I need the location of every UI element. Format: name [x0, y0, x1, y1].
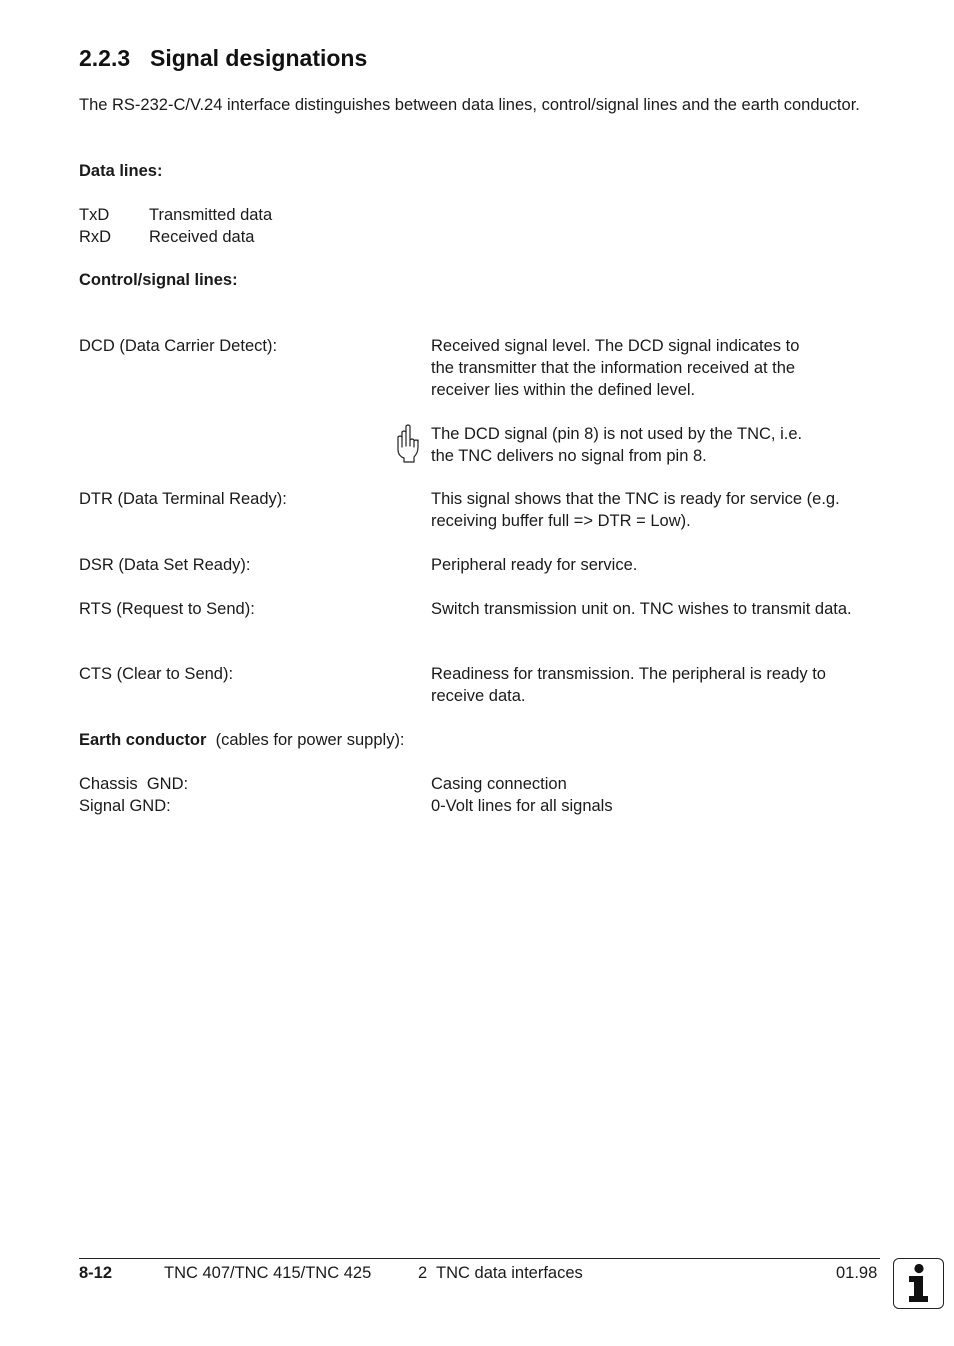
signal-term: CTS (Clear to Send): — [79, 665, 234, 683]
footer-model: TNC 407/TNC 415/TNC 425 — [164, 1264, 372, 1282]
signal-term: RTS (Request to Send): — [79, 600, 255, 618]
signal-abbr: TxD — [79, 206, 110, 224]
data-lines-heading: Data lines: — [79, 162, 163, 180]
note-text: The DCD signal (pin 8) is not used by the TNC, i.e. the TNC delivers no signal from pin 8. — [431, 425, 803, 465]
earth-heading-label: Earth conductor — [79, 731, 207, 749]
signal-abbr: RxD — [79, 228, 112, 246]
intro-paragraph: The RS-232-C/V.24 interface distinguishes between data lines, control/signal lines and the earth conductor. — [79, 96, 860, 114]
signal-desc: Transmitted data — [149, 206, 273, 224]
control-lines-heading: Control/signal lines: — [79, 271, 238, 289]
section-title: Signal designations — [150, 45, 368, 71]
signal-desc: 0-Volt lines for all signals — [431, 797, 613, 815]
section-heading — [79, 44, 367, 72]
signal-desc: Received data — [149, 228, 255, 246]
earth-heading-suffix: (cables for power supply): — [215, 731, 405, 749]
pointing-hand-icon — [391, 423, 421, 463]
signal-desc: Readiness for transmission. The peripheral is ready to receive data. — [431, 665, 826, 705]
footer-chapter: 2 TNC data interfaces — [418, 1264, 583, 1282]
signal-term: Signal GND: — [79, 797, 171, 815]
list-item — [79, 204, 479, 226]
footer-date: 01.98 — [836, 1264, 878, 1282]
signal-desc: Received signal level. The DCD signal indicates to the transmitter that the information received at the receiver lies within the defined level. — [431, 337, 800, 399]
list-item — [79, 226, 479, 248]
signal-desc: Casing connection — [431, 775, 567, 793]
section-number: 2.2.3 — [79, 45, 131, 71]
footer-divider — [79, 1258, 880, 1259]
signal-term: Chassis GND: — [79, 775, 189, 793]
signal-desc: This signal shows that the TNC is ready for service (e.g. receiving buffer full => DTR = Low). — [431, 490, 840, 530]
page-number: 8-12 — [79, 1264, 113, 1282]
signal-desc: Peripheral ready for service. — [431, 556, 638, 574]
signal-desc: Switch transmission unit on. TNC wishes to transmit data. — [431, 600, 852, 618]
info-icon — [893, 1258, 944, 1309]
signal-term: DSR (Data Set Ready): — [79, 556, 251, 574]
signal-term: DTR (Data Terminal Ready): — [79, 490, 287, 508]
signal-term: DCD (Data Carrier Detect): — [79, 337, 278, 355]
earth-heading — [79, 729, 405, 751]
